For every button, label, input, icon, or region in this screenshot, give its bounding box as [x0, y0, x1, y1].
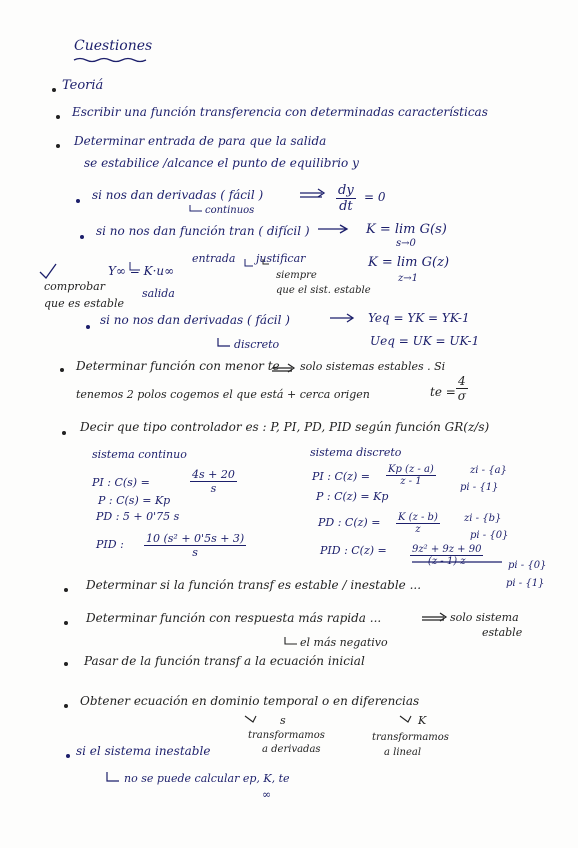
bullet	[64, 704, 68, 708]
item-note: que el sist. estable	[276, 285, 371, 296]
item-text: Decir que tipo controlador es : P, PI, PD, PID según función GR(z/s)	[80, 420, 490, 434]
bullet	[76, 199, 80, 203]
section-heading: Teoriá	[62, 78, 104, 93]
item-note: justificar	[256, 252, 306, 265]
item-note: continuos	[205, 205, 255, 216]
equation: te =	[430, 385, 456, 399]
equation: PI : C(s) =	[92, 476, 150, 489]
equation-note: pi - {0}	[470, 530, 509, 541]
bullet	[62, 431, 66, 435]
item-note: s	[280, 714, 286, 727]
equation-sub: s→0	[396, 238, 416, 249]
fraction-denominator: z	[415, 524, 421, 535]
item-note: transformamos	[372, 732, 449, 743]
fraction-numerator: 4s + 20	[192, 468, 235, 481]
equation: PD : C(z) =	[318, 516, 381, 529]
bullet	[64, 621, 68, 625]
column-heading: sistema discreto	[310, 446, 402, 459]
fraction-denominator: s	[210, 482, 217, 495]
item-text: tenemos 2 polos cogemos el que está + cerca origen	[76, 388, 370, 401]
item-text: se estabilice /alcance el punto de equilibrio y	[84, 156, 359, 170]
item-text: solo sistemas estables . Si	[300, 360, 446, 373]
item-note: el más negativo	[300, 636, 388, 649]
equation: PID : C(z) =	[320, 544, 387, 557]
item-text: Obtener ecuación en dominio temporal o en diferencias	[80, 694, 420, 708]
equation: K = lim G(s)	[366, 222, 447, 237]
bullet	[86, 325, 90, 329]
item-note: a derivadas	[262, 744, 321, 755]
equation: PD : 5 + 0'75 s	[96, 510, 180, 523]
fraction-denominator: dt	[339, 199, 353, 214]
fraction-numerator: 10 (s² + 0'5s + 3)	[146, 532, 245, 545]
item-text: si nos dan derivadas ( fácil )	[92, 188, 264, 202]
item-note: comprobar	[44, 280, 105, 293]
bullet	[52, 88, 56, 92]
column-heading: sistema continuo	[92, 448, 187, 461]
equation-sub: z→1	[398, 273, 419, 284]
equation: = 0	[364, 190, 386, 204]
fraction-numerator: 9z² + 9z + 90	[412, 544, 482, 555]
equation: Y∞ = K·u∞	[108, 264, 175, 278]
fraction-numerator: dy	[338, 183, 354, 198]
item-text: si no nos dan función tran ( difícil )	[96, 224, 310, 238]
fraction	[410, 544, 483, 567]
item-note: a lineal	[384, 747, 422, 758]
item-text: Determinar función con menor te	[76, 359, 280, 373]
fraction-denominator: σ	[457, 389, 466, 403]
fraction-numerator: Kp (z - a)	[388, 464, 434, 475]
item-text: Pasar de la función transf a la ecuación inicial	[84, 654, 365, 668]
fraction-numerator: 4	[458, 374, 466, 388]
fraction	[144, 532, 246, 559]
item-text: solo sistema	[450, 611, 519, 624]
item-text: Determinar función con respuesta más rapida ...	[86, 611, 382, 625]
bullet	[64, 588, 68, 592]
item-text: Determinar entrada de para que la salida	[74, 134, 327, 148]
equation: PID :	[96, 538, 124, 551]
item-text: Determinar si la función transf es estable / inestable ...	[86, 578, 422, 592]
fraction-numerator: K (z - b)	[398, 512, 438, 523]
fraction	[456, 374, 468, 403]
item-note: discreto	[234, 338, 280, 351]
fraction	[190, 468, 237, 495]
bullet	[60, 368, 64, 372]
equation-note: zi - {b}	[464, 513, 502, 524]
item-note: transformamos	[248, 730, 325, 741]
item-note: K	[418, 714, 427, 727]
equation: Yeq = YK = YK-1	[368, 311, 470, 325]
item-note: entrada	[192, 252, 236, 265]
infinity-mark: ∞	[262, 788, 272, 801]
equation: Ueq = UK = UK-1	[370, 334, 480, 348]
equation: PI : C(z) =	[312, 470, 370, 483]
item-text: si no nos dan derivadas ( fácil )	[100, 313, 290, 327]
bullet	[56, 144, 60, 148]
equation: K = lim G(z)	[368, 255, 450, 270]
bullet	[56, 115, 60, 119]
fraction-denominator: s	[192, 546, 198, 559]
fraction	[386, 464, 436, 487]
bullet	[66, 754, 70, 758]
equation-note: zi - {a}	[470, 465, 507, 476]
page-title: Cuestiones	[74, 38, 153, 54]
bullet	[80, 235, 84, 239]
fraction	[336, 183, 356, 214]
fraction-denominator: z - 1	[400, 476, 422, 487]
item-note: no se puede calcular ep, K, te	[124, 772, 290, 785]
equation-note: pi - {1}	[460, 482, 499, 493]
item-text: Escribir una función transferencia con determinadas características	[72, 105, 488, 119]
item-text: si el sistema inestable	[76, 744, 211, 758]
equation: P : C(s) = Kp	[98, 494, 171, 507]
item-note: siempre	[276, 270, 317, 281]
bullet	[64, 662, 68, 666]
item-note: que es estable	[44, 297, 124, 310]
fraction-denominator: (z - 1) z	[427, 556, 466, 567]
equation-note: pi - {1}	[506, 578, 545, 589]
equation-note: pi - {0}	[508, 560, 547, 571]
fraction	[396, 512, 440, 535]
item-text: estable	[482, 626, 523, 639]
equation: P : C(z) = Kp	[316, 490, 389, 503]
item-note: salida	[142, 287, 175, 300]
